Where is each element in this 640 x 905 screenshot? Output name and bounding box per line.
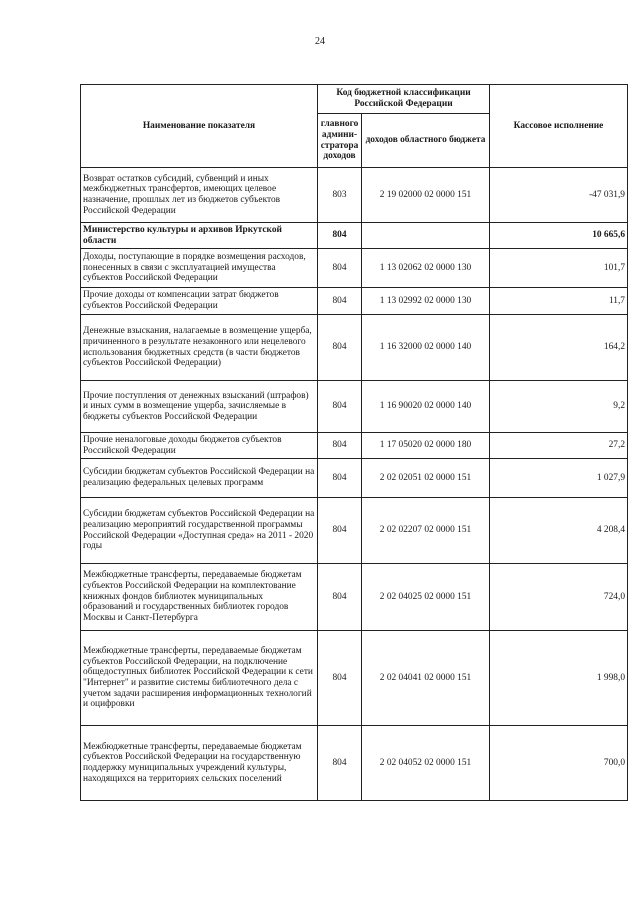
row-admin-code: 804 (318, 726, 362, 801)
row-name: Министерство культуры и архивов Иркутской области (81, 223, 318, 249)
row-income-code: 1 13 02062 02 0000 130 (362, 249, 490, 288)
budget-table (80, 84, 628, 801)
row-amount: 10 665,6 (490, 223, 628, 249)
table-row (81, 315, 628, 381)
row-amount: 101,7 (490, 249, 628, 288)
table-row (81, 726, 628, 801)
row-name: Межбюджетные трансферты, передаваемые бюджетам субъектов Российской Федерации, на подключение общедоступных библиотек Российской Федерации к сети "Интернет" и развитие системы библиотечного дела с учетом задачи расширения информационных технологий и оцифровки (81, 631, 318, 726)
row-income-code: 2 02 02207 02 0000 151 (362, 498, 490, 564)
table-body (81, 168, 628, 801)
row-income-code: 2 19 02000 02 0000 151 (362, 168, 490, 223)
row-admin-code: 804 (318, 631, 362, 726)
row-income-code: 1 16 90020 02 0000 140 (362, 381, 490, 433)
row-admin-code: 803 (318, 168, 362, 223)
row-admin-code: 804 (318, 315, 362, 381)
row-income-code: 1 16 32000 02 0000 140 (362, 315, 490, 381)
row-admin-code: 804 (318, 564, 362, 631)
row-admin-code: 804 (318, 498, 362, 564)
row-admin-code: 804 (318, 381, 362, 433)
table-row (81, 168, 628, 223)
row-name: Межбюджетные трансферты, передаваемые бюджетам субъектов Российской Федерации на комплектование книжных фондов библиотек муниципальных образований и государственных библиотек городов Москвы и Санкт-Петербурга (81, 564, 318, 631)
row-admin-code: 804 (318, 288, 362, 315)
row-income-code: 2 02 04052 02 0000 151 (362, 726, 490, 801)
row-admin-code: 804 (318, 459, 362, 498)
row-income-code: 1 17 05020 02 0000 180 (362, 433, 490, 459)
row-amount: 1 027,9 (490, 459, 628, 498)
row-amount: 27,2 (490, 433, 628, 459)
row-amount: 724,0 (490, 564, 628, 631)
table-row (81, 223, 628, 249)
table-row (81, 498, 628, 564)
row-amount: 11,7 (490, 288, 628, 315)
row-income-code: 2 02 02051 02 0000 151 (362, 459, 490, 498)
header-name: Наименование показателя (81, 85, 318, 168)
header-income: доходов областного бюджета (362, 114, 490, 168)
row-name: Субсидии бюджетам субъектов Российской Федерации на реализацию мероприятий государственной программы Российской Федерации «Доступная среда» на 2011 - 2020 годы (81, 498, 318, 564)
row-amount: 9,2 (490, 381, 628, 433)
row-amount: 4 208,4 (490, 498, 628, 564)
header-admin: главного админи-стратора доходов (318, 114, 362, 168)
header-amount: Кассовое исполнение (490, 85, 628, 168)
row-amount: 1 998,0 (490, 631, 628, 726)
row-admin-code: 804 (318, 433, 362, 459)
row-name: Субсидии бюджетам субъектов Российской Федерации на реализацию федеральных целевых программ (81, 459, 318, 498)
table-row (81, 381, 628, 433)
row-name: Возврат остатков субсидий, субвенций и иных межбюджетных трансфертов, имеющих целевое назначение, прошлых лет из бюджетов субъектов Российской Федерации (81, 168, 318, 223)
row-name: Межбюджетные трансферты, передаваемые бюджетам субъектов Российской Федерации на государственную поддержку муниципальных учреждений культуры, находящихся на территориях сельских поселений (81, 726, 318, 801)
row-name: Денежные взыскания, налагаемые в возмещение ущерба, причиненного в результате незаконного или нецелевого использования бюджетных средств (в части бюджетов субъектов Российской Федерации) (81, 315, 318, 381)
row-amount: 700,0 (490, 726, 628, 801)
row-name: Прочие доходы от компенсации затрат бюджетов субъектов Российской Федерации (81, 288, 318, 315)
table-row (81, 631, 628, 726)
row-admin-code: 804 (318, 223, 362, 249)
row-amount: -47 031,9 (490, 168, 628, 223)
table-row (81, 564, 628, 631)
row-name: Доходы, поступающие в порядке возмещения расходов, понесенных в связи с эксплуатацией имущества субъектов Российской Федерации (81, 249, 318, 288)
row-income-code: 1 13 02992 02 0000 130 (362, 288, 490, 315)
table-row (81, 433, 628, 459)
row-income-code: 2 02 04025 02 0000 151 (362, 564, 490, 631)
table-row (81, 459, 628, 498)
table-row (81, 288, 628, 315)
table-row (81, 249, 628, 288)
row-admin-code: 804 (318, 249, 362, 288)
page-number: 24 (315, 36, 325, 47)
row-name: Прочие неналоговые доходы бюджетов субъектов Российской Федерации (81, 433, 318, 459)
row-income-code: 2 02 04041 02 0000 151 (362, 631, 490, 726)
row-name: Прочие поступления от денежных взысканий (штрафов) и иных сумм в возмещение ущерба, зачисляемые в бюджеты субъектов Российской Федерации (81, 381, 318, 433)
header-code-group: Код бюджетной классификации Российской Федерации (318, 85, 490, 114)
row-amount: 164,2 (490, 315, 628, 381)
row-income-code (362, 223, 490, 249)
